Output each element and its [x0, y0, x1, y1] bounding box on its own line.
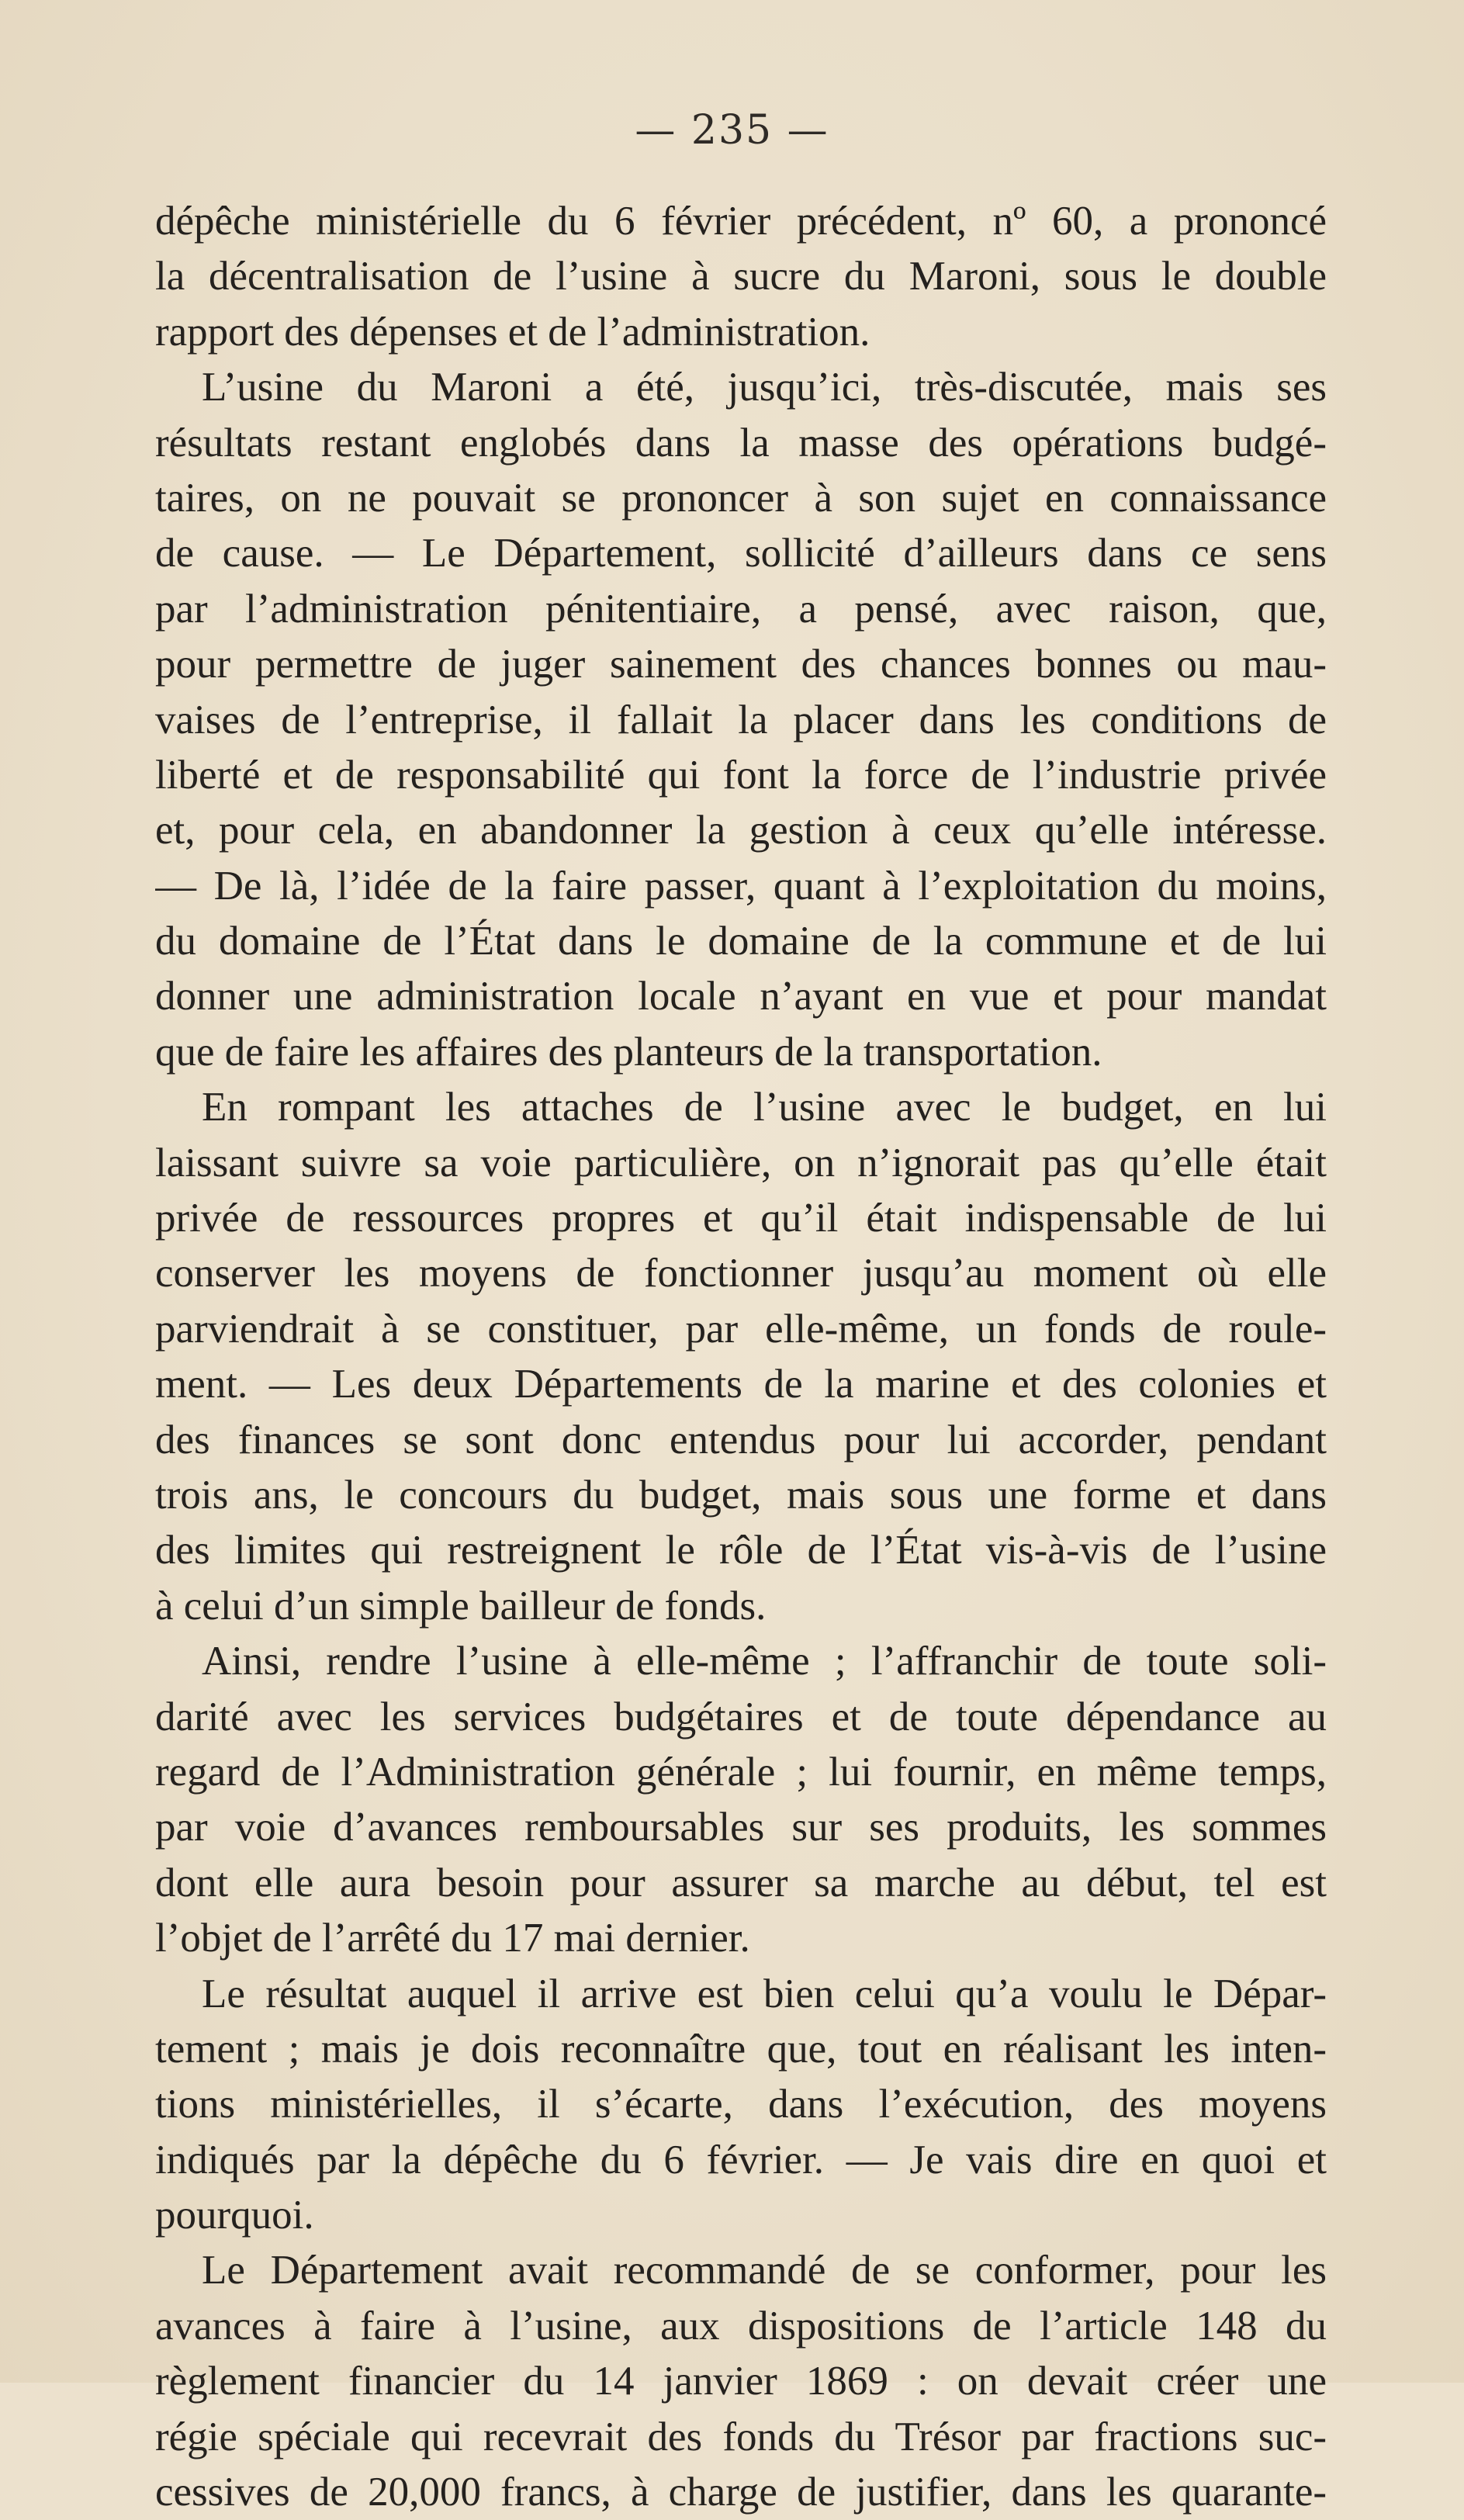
text-line: Ainsi, rendre l’usine à elle-même ; l’affranchir de toute soli- — [202, 1639, 1327, 1684]
text-line: darité avec les services budgétaires et de toute dépendance au — [155, 1694, 1327, 1739]
text-line: dont elle aura besoin pour assurer sa marche au début, tel est — [155, 1860, 1327, 1906]
paragraph — [155, 1967, 1327, 2244]
text-line: des limites qui restreignent le rôle de l’État vis-à-vis de l’usine — [155, 1528, 1327, 1573]
text-line: conserver les moyens de fonctionner jusqu’au moment où elle — [155, 1251, 1327, 1296]
text-line: liberté et de responsabilité qui font la force de l’industrie privée — [155, 752, 1327, 798]
text-line: régie spéciale qui recevrait des fonds du Trésor par fractions suc- — [155, 2414, 1327, 2459]
text-line: pour permettre de juger sainement des chances bonnes ou mau- — [155, 642, 1327, 687]
text-line: Le Département avait recommandé de se conformer, pour les — [202, 2248, 1327, 2293]
text-line: l’objet de l’arrêté du 17 mai dernier. — [155, 1916, 750, 1961]
text-line: et, pour cela, en abandonner la gestion à ceux qu’elle intéresse. — [155, 808, 1327, 853]
text-line: laissant suivre sa voie particulière, on n’ignorait pas qu’elle était — [155, 1140, 1327, 1186]
text-line: que de faire les affaires des planteurs de la transportation. — [155, 1029, 1102, 1075]
body-text — [155, 194, 1327, 2520]
text-line: à celui d’un simple bailleur de fonds. — [155, 1583, 767, 1629]
text-line: cessives de 20,000 francs, à charge de justifier, dans les quarante- — [155, 2470, 1327, 2515]
text-line: pourquoi. — [155, 2193, 314, 2238]
paragraph — [155, 1080, 1327, 1634]
text-line: Le résultat auquel il arrive est bien celui qu’a voulu le Dépar- — [202, 1971, 1327, 2016]
text-line: ment. — Les deux Départements de la marine et des colonies et — [155, 1362, 1327, 1407]
text-line: L’usine du Maroni a été, jusqu’ici, très-discutée, mais ses — [202, 365, 1327, 410]
text-line: donner une administration locale n’ayant en vue et pour mandat — [155, 974, 1327, 1019]
text-line: — De là, l’idée de la faire passer, quant à l’exploitation du moins, — [155, 863, 1327, 909]
text-line: dépêche ministérielle du 6 février précédent, nº 60, a prononcé — [155, 199, 1327, 244]
text-line: rapport des dépenses et de l’administration. — [155, 309, 870, 355]
paragraph — [155, 1634, 1327, 1966]
text-line: par voie d’avances remboursables sur ses produits, les sommes — [155, 1805, 1327, 1850]
paragraph — [155, 2243, 1327, 2520]
text-line: de cause. — Le Département, sollicité d’ailleurs dans ce sens — [155, 531, 1327, 576]
text-line: En rompant les attaches de l’usine avec le budget, en lui — [202, 1085, 1327, 1130]
text-line: taires, on ne pouvait se prononcer à son sujet en connaissance — [155, 475, 1327, 521]
paragraph — [155, 194, 1327, 360]
text-line: tions ministérielles, il s’écarte, dans l’exécution, des moyens — [155, 2082, 1327, 2127]
text-line: des finances se sont donc entendus pour lui accorder, pendant — [155, 1417, 1327, 1462]
text-line: par l’administration pénitentiaire, a pensé, avec raison, que, — [155, 586, 1327, 632]
text-line: vaises de l’entreprise, il fallait la placer dans les conditions de — [155, 697, 1327, 742]
text-line: règlement financier du 14 janvier 1869 : on devait créer une — [155, 2359, 1327, 2404]
page-number: — 235 — — [635, 107, 829, 154]
text-line: regard de l’Administration générale ; lui fournir, en même temps, — [155, 1749, 1327, 1795]
text-line: avances à faire à l’usine, aux dispositions de l’article 148 du — [155, 2303, 1327, 2349]
text-line: du domaine de l’État dans le domaine de la commune et de lui — [155, 919, 1327, 964]
paragraph — [155, 360, 1327, 1080]
text-line: tement ; mais je dois reconnaître que, tout en réalisant les inten- — [155, 2026, 1327, 2072]
text-line: trois ans, le concours du budget, mais sous une forme et dans — [155, 1472, 1327, 1518]
text-line: la décentralisation de l’usine à sucre du Maroni, sous le double — [155, 254, 1327, 299]
text-line: parviendrait à se constituer, par elle-même, un fonds de roule- — [155, 1306, 1327, 1352]
text-line: résultats restant englobés dans la masse des opérations budgé- — [155, 420, 1327, 466]
text-line: indiqués par la dépêche du 6 février. — Je vais dire en quoi et — [155, 2137, 1327, 2182]
text-line: privée de ressources propres et qu’il était indispensable de lui — [155, 1196, 1327, 1241]
